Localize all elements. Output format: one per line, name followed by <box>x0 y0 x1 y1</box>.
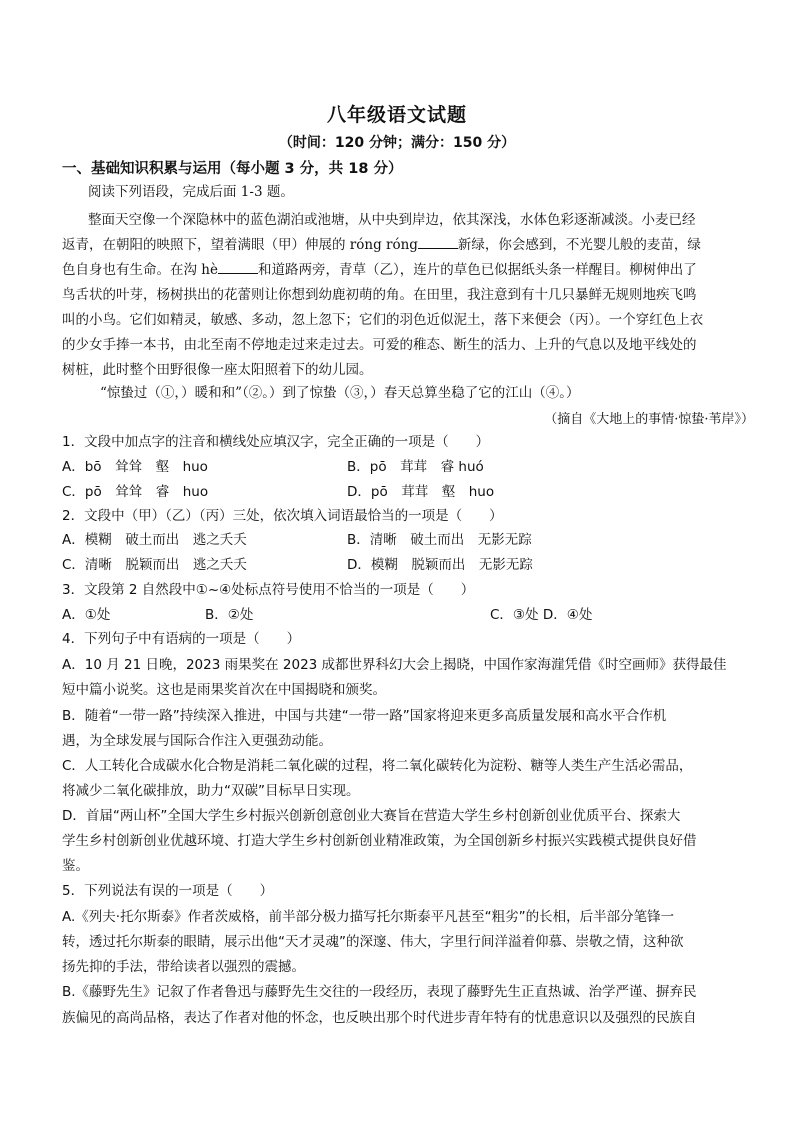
option-b: B．清晰 破土而出 无影无踪 <box>347 532 532 548</box>
passage-line: “惊蛰过（①，）暖和和”（②。）到了惊蛰（③，）春天总算坐稳了它的江山（④。） <box>100 385 580 401</box>
passage-intro: 阅读下列语段，完成后面 1-3 题。 <box>88 184 294 200</box>
option-a: A．①处 <box>62 607 111 623</box>
question-stem: 3．文段第 2 自然段中①~④处标点符号使用不恰当的一项是（ ） <box>62 582 475 598</box>
option-c: C．清晰 脱颖而出 逃之夭夭 <box>62 557 247 573</box>
question-stem: 1．文段中加点字的注音和横线处应填汉字，完全正确的一项是（ ） <box>62 434 490 450</box>
option-b-cont: 遇，为全球发展与国际合作注入更强劲动能。 <box>62 733 332 749</box>
option-b-cont: 族偏见的高尚品格，表达了作者对他的怀念，也反映出那个时代进步青年特有的忧患意识以及强烈的民族自 <box>62 1010 697 1026</box>
option-a-cont: 转，透过托尔斯泰的眼睛，展示出他“天才灵魂”的深邃、伟大，字里行间洋溢着仰慕、崇敬之情，这种欲 <box>62 934 684 950</box>
option-b: B．随着“一带一路”持续深入推进，中国与共建“一带一路”国家将迎来更多高质量发展和高水平合作机 <box>62 708 667 724</box>
fill-blank <box>418 236 458 249</box>
option-c: C．人工转化合成碳水化合物是消耗二氧化碳的过程，将二氧化碳转化为淀粉、糖等人类生产生活必需品， <box>62 758 693 774</box>
option-b: B.《藤野先生》记叙了作者鲁迅与藤野先生交往的一段经历，表现了藤野先生正直热诚、治学严谨、摒弃民 <box>62 984 697 1000</box>
passage-line: 鸟舌状的叶芽，杨树拱出的花蕾则让你想到幼鹿初萌的角。在田里，我注意到有十几只暴鲜无规则地疾飞鸣 <box>62 287 697 303</box>
question-stem: 2．文段中（甲）（乙）（丙）三处，依次填入词语最恰当的一项是（ ） <box>62 508 503 524</box>
passage-line: 树桩，此时整个田野很像一座太阳照着下的幼儿园。 <box>62 362 373 378</box>
option-a-cont: 扬先抑的手法，带给读者以强烈的震撼。 <box>62 959 305 975</box>
option-a-cont: 短中篇小说奖。这也是雨果奖首次在中国揭晓和颁奖。 <box>62 682 386 698</box>
option-a: A．模糊 破土而出 逃之夭夭 <box>62 532 247 548</box>
question-stem: 5．下列说法有误的一项是（ ） <box>62 883 274 899</box>
passage-text: 色自身也有生命。在沟 hè <box>62 262 218 278</box>
option-c: C．pō 耸耸 睿 huo <box>62 484 209 500</box>
option-a: A．10 月 21 日晚，2023 雨果奖在 2023 成都世界科幻大会上揭晓，中国作家海漄凭借《时空画师》获得最佳 <box>62 657 727 673</box>
fill-blank <box>218 261 258 274</box>
option-b: B．pō 茸茸 睿 huó <box>347 459 484 475</box>
passage-source: （摘自《大地上的事情·惊蛰·苇岸》） <box>544 412 754 427</box>
passage-line <box>62 261 697 279</box>
page-title: 八年级语文试题 <box>326 104 467 126</box>
option-cd: C．③处 D．④处 <box>490 607 593 623</box>
exam-info: （时间：120 分钟；满分：150 分） <box>278 135 516 151</box>
passage-line: 叫的小鸟。它们如精灵，敏感、多动，忽上忽下；它们的羽色近似泥土，落下来便会（丙）。一个穿红色上衣 <box>62 312 704 328</box>
option-a: A.《列夫·托尔斯泰》作者茨威格，前半部分极力描写托尔斯泰平凡甚至“粗劣”的长相，后半部分笔锋一 <box>62 909 675 925</box>
passage-line <box>62 236 701 254</box>
passage-text: 和道路两旁，青草（乙），连片的草色已似据纸头条一样醒目。柳树伸出了 <box>257 262 697 278</box>
option-a: A．bō 耸耸 壑 huo <box>62 459 208 475</box>
option-d-cont: 学生乡村创新创业优越环境、打造大学生乡村创新创业精准政策，为全国创新乡村振兴实践模式提供良好借 <box>62 833 697 849</box>
option-d: D．模糊 脱颖而出 无影无踪 <box>347 557 533 573</box>
option-c-cont: 将减少二氧化碳排放，助力“双碳”目标早日实现。 <box>62 783 360 799</box>
passage-text: 新绿，你会感到，不光婴儿般的麦苗，绿 <box>457 237 701 253</box>
passage-text: 返青，在朝阳的映照下，望着满眼（甲）伸展的 róng róng <box>62 237 418 253</box>
section-heading: 一、基础知识积累与运用（每小题 3 分，共 18 分） <box>62 161 403 177</box>
passage-line: 整面天空像一个深隐林中的蓝色湖泊或池塘，从中央到岸边，依其深浅，水体色彩逐渐减淡。小麦已经 <box>88 212 696 228</box>
option-b: B．②处 <box>205 607 254 623</box>
option-d: D．首届“两山杯”全国大学生乡村振兴创新创意创业大赛旨在营造大学生乡村创新创业优质平台、探索大 <box>62 808 681 824</box>
option-d-cont: 鉴。 <box>62 858 89 874</box>
passage-line: 的少女手捧一本书，由北至南不停地走过来走过去。可爱的稚态、断生的活力、上升的气息以及地平线处的 <box>62 337 697 353</box>
question-stem: 4．下列句子中有语病的一项是（ ） <box>62 631 301 647</box>
option-d: D．pō 茸茸 壑 huo <box>347 484 495 500</box>
